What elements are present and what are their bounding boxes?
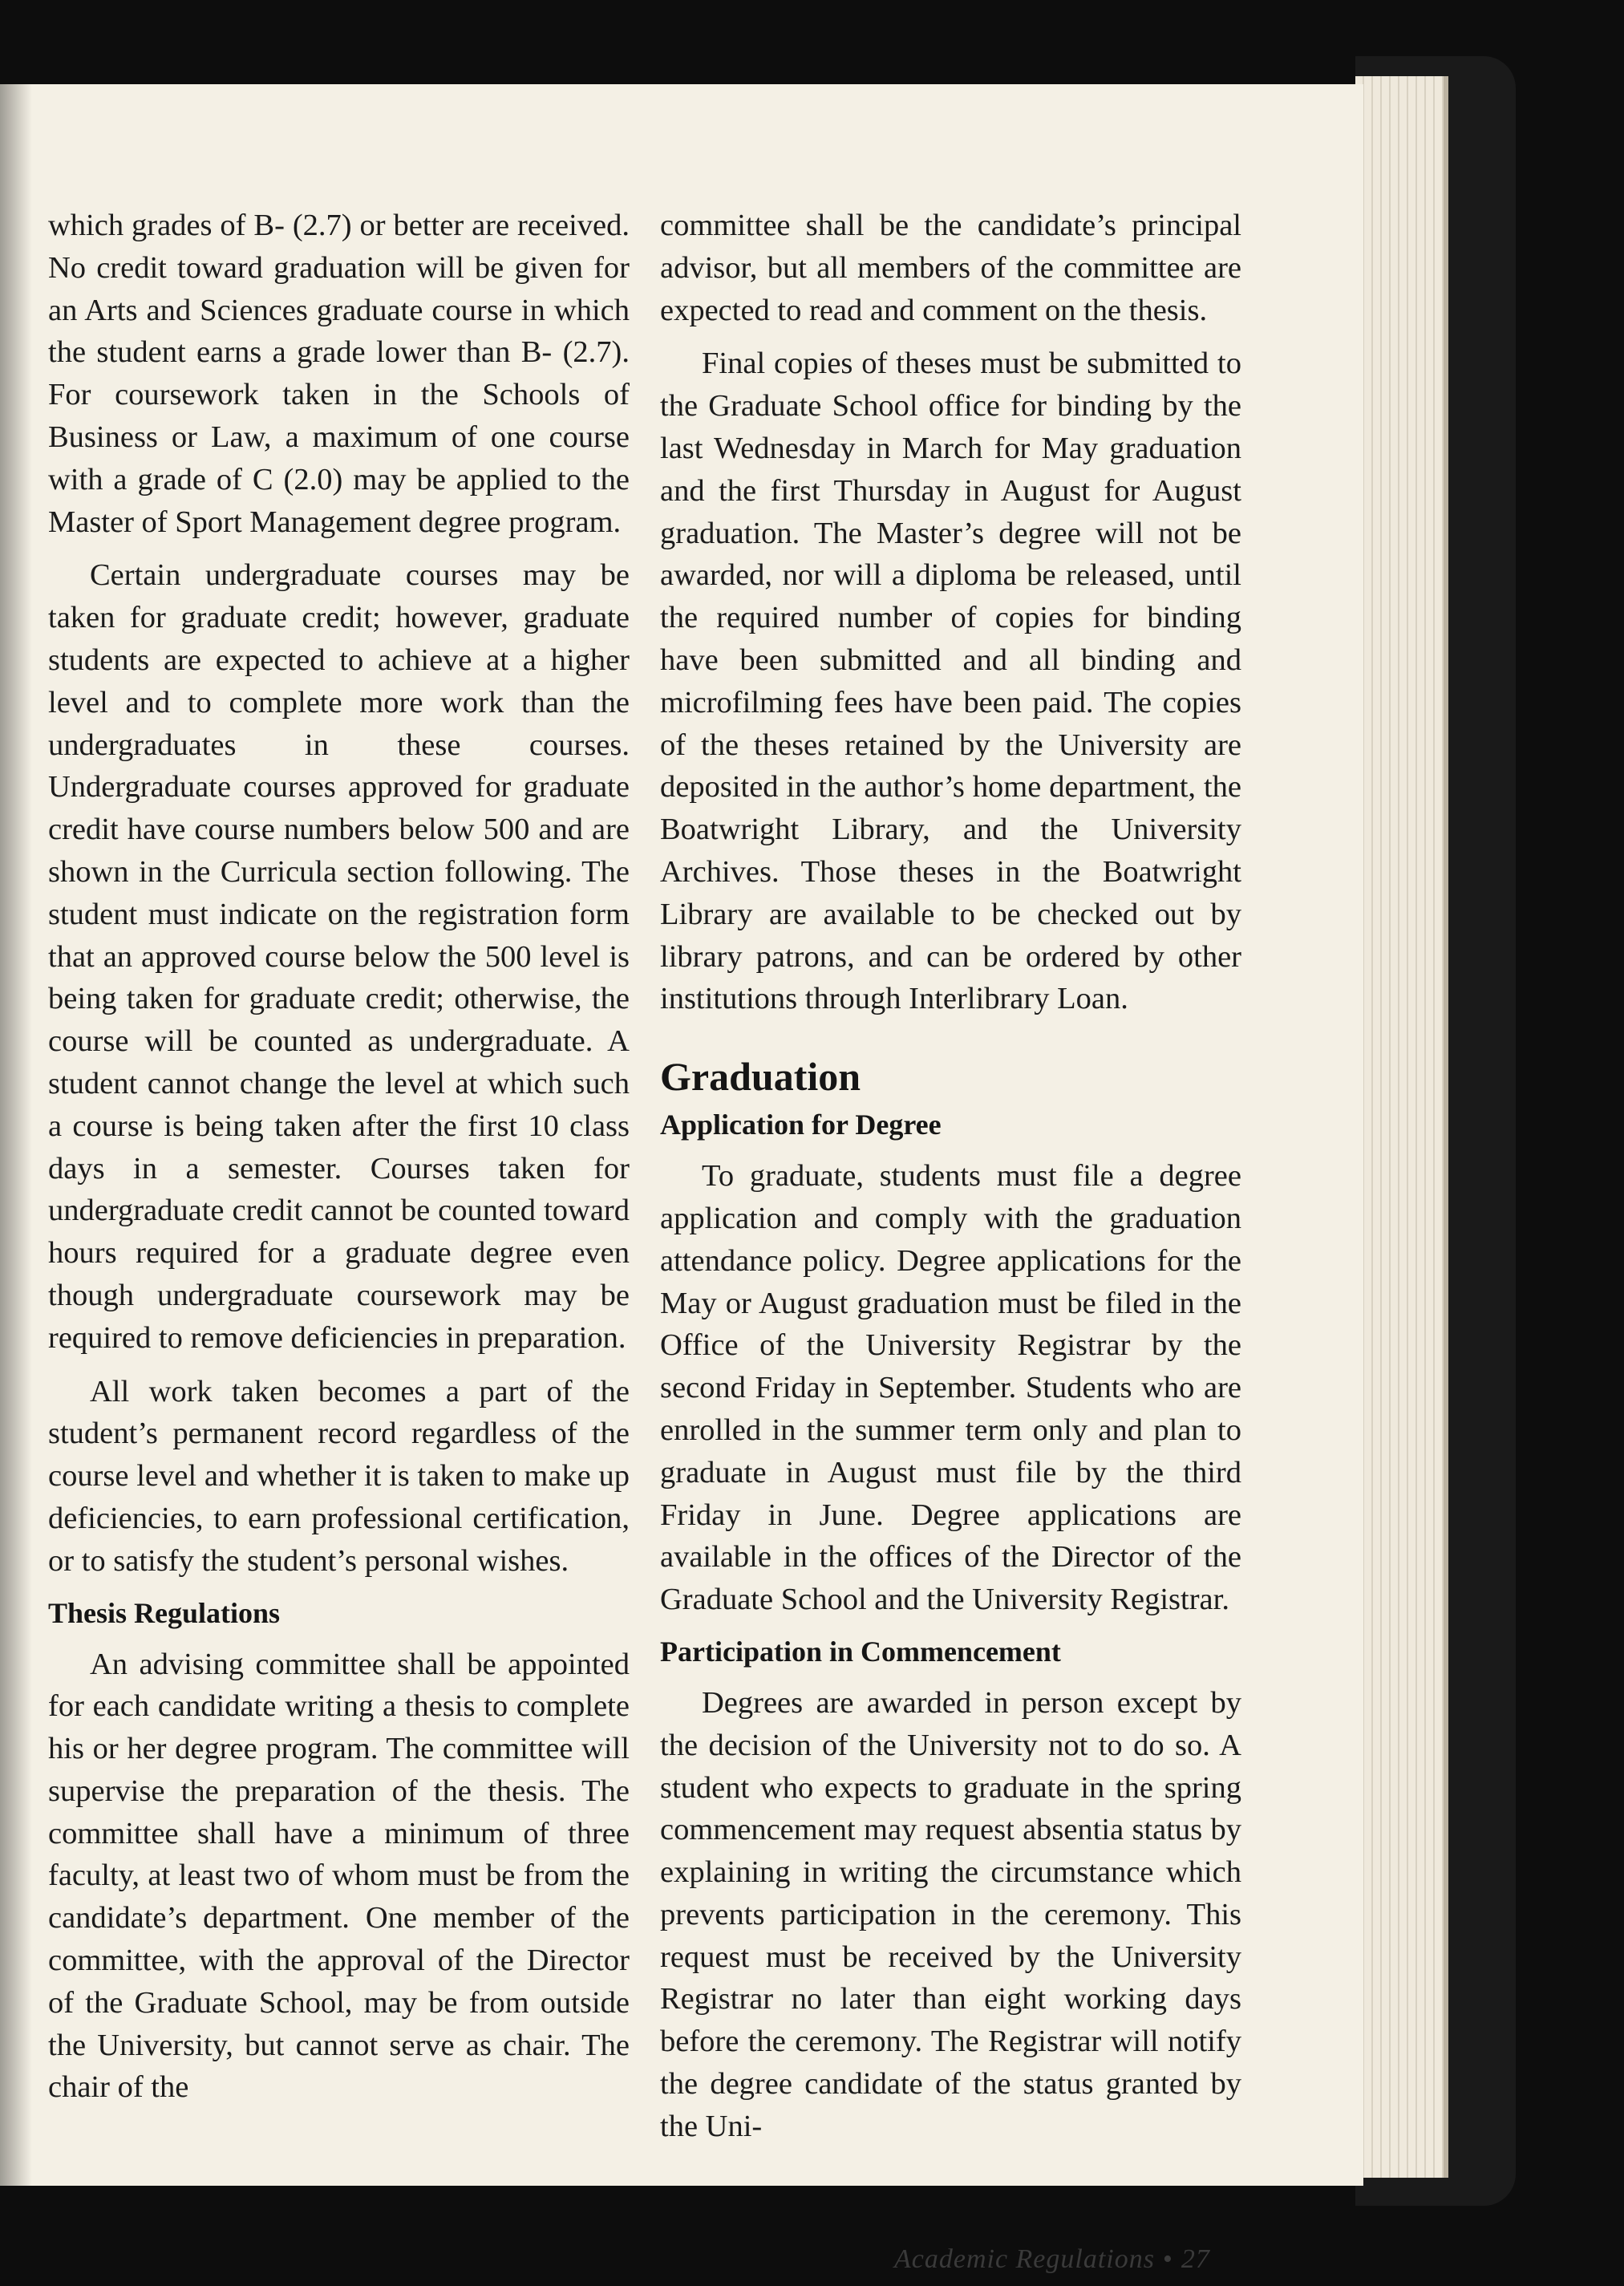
paragraph: Certain undergraduate courses may be taken for graduate credit; however, graduate students are expected to achieve at a higher level and to complete more work than the undergraduates in these courses. Undergraduate courses approved for graduate credit have course numbers below 500 and are shown in the Curricula section following. The student must indicate on the registration form that an approved course below the 500 level is being taken for graduate credit; otherwise, the course will be counted as undergraduate. A student cannot change the level at which such a course is being taken after the first 10 class days in a semester. Courses taken for undergraduate credit cannot be counted toward hours required for a graduate degree even though undergraduate coursework may be required to remove deficiencies in preparation. (48, 558, 630, 1355)
paragraph: committee shall be the candidate’s principal advisor, but all members of the committee are expected to read and comment on the thesis. (660, 209, 1241, 327)
page-gutter-shadow (0, 84, 32, 2186)
subheading-application-for-degree: Application for Degree (660, 1109, 942, 1141)
footer-separator: • (1162, 2244, 1173, 2274)
paragraph: All work taken becomes a part of the student’s permanent record regardless of the course level and whether it is taken to make up deficiencies, to earn professional certification, or to satisfy the student’s personal wishes. (48, 1374, 630, 1578)
subheading-participation-in-commencement: Participation in Commencement (660, 1635, 1061, 1668)
section-heading-thesis-regulations: Thesis Regulations (48, 1596, 281, 1629)
page-edges (1355, 76, 1448, 2178)
page-number: 27 (1181, 2244, 1210, 2274)
section-heading-graduation: Graduation (660, 1054, 861, 1100)
paragraph: An advising committee shall be appointed for each candidate writing a thesis to complete his or her degree program. The committee will supervise the preparation of the thesis. The committee shall have a minimum of three faculty, at least two of whom must be from the candidate’s department. One member of the committee, with the approval of the Director of the Graduate School, may be from outside the University, but cannot serve as chair. The chair of the (48, 1647, 630, 2105)
footer-section-title: Academic Regulations (894, 2244, 1155, 2274)
paragraph: To graduate, students must file a degree application and comply with the graduation attendance policy. Degree applications for the May or August graduation must be filed in the Office of the University Registrar by the second Friday in September. Students who are enrolled in the summer term only and plan to graduate in August must file by the third Friday in June. Degree applications are available in the offices of the Director of the Graduate School and the University Registrar. (660, 1159, 1241, 1617)
paragraph: Degrees are awarded in person except by the decision of the University not to do so. A student who expects to graduate in the spring commencement may request absentia status by explaining in writing the circumstance which prevents participation in the ceremony. This request must be received by the University Registrar no later than eight working days before the ceremony. The Registrar will notify the degree candidate of the status granted by the Uni- (660, 1685, 1241, 2143)
paragraph: Final copies of theses must be submitted to the Graduate School office for binding by the last Wednesday in March for May graduation and the first Thursday in August for August graduation. The Master’s degree will not be awarded, nor will a diploma be released, until the required number of copies for binding have been submitted and all binding and microfilming fees have been paid. The copies of the theses retained by the University are deposited in the author’s home department, the Boatwright Library, and the University Archives. Those theses in the Boatwright Library are available to be checked out by library patrons, and can be ordered by other institutions through Interlibrary Loan. (660, 347, 1241, 1016)
running-footer (894, 2244, 1210, 2275)
right-column (660, 205, 1241, 2159)
paragraph: which grades of B- (2.7) or better are received. No credit toward graduation will be given for an Arts and Sciences graduate course in which the student earns a grade lower than B- (2.7). For coursework taken in the Schools of Business or Law, a maximum of one course with a grade of C (2.0) may be applied to the Master of Sport Management degree program. (48, 209, 630, 539)
left-column (48, 205, 630, 2120)
